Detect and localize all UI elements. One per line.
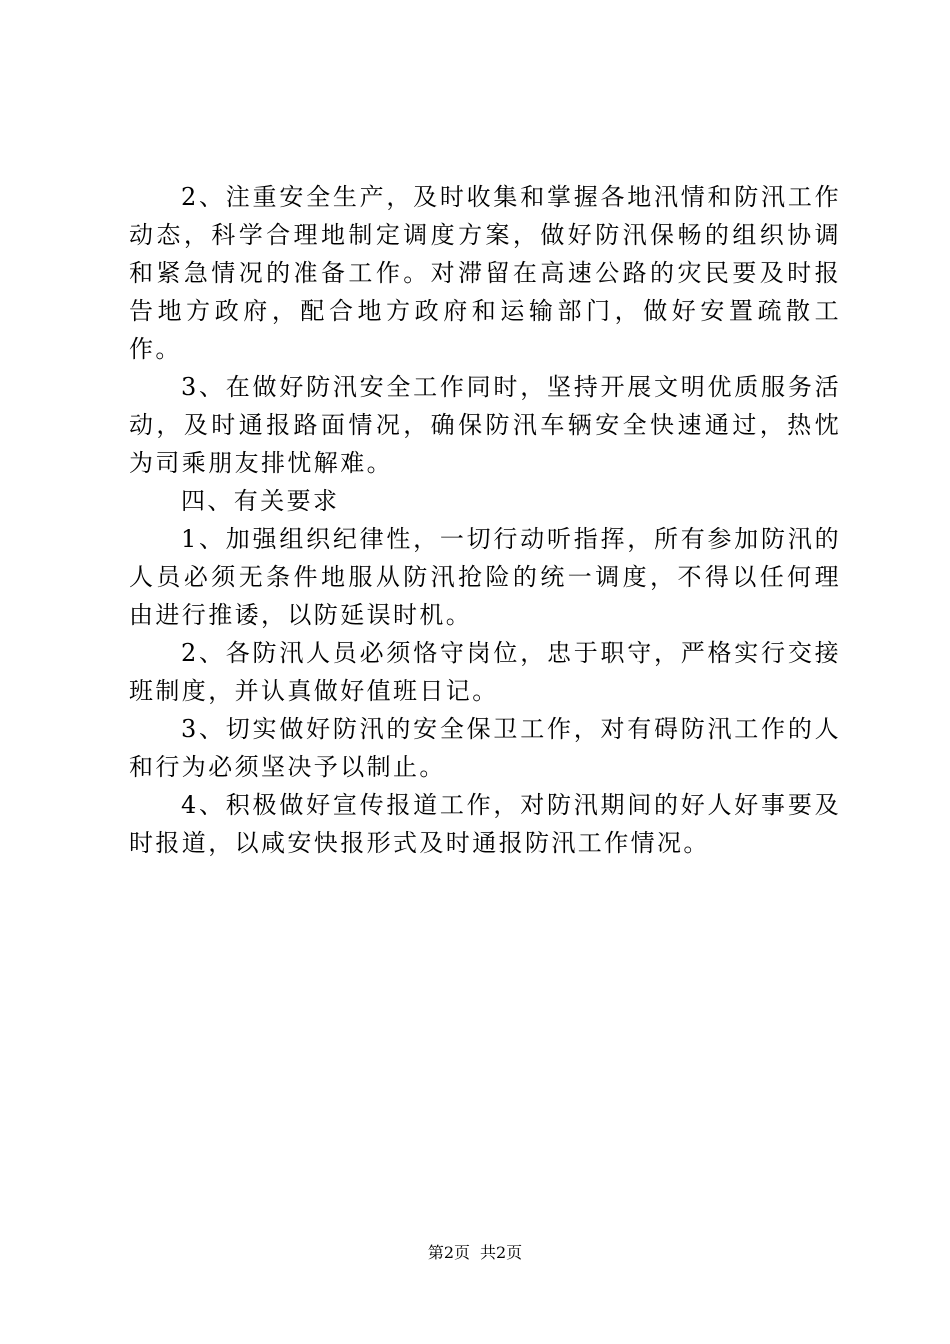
requirement-item-2: 2、各防汛人员必须恪守岗位，忠于职守，严格实行交接班制度，并认真做好值班日记。 bbox=[129, 639, 841, 705]
section-heading-requirements: 四、有关要求 bbox=[181, 487, 340, 515]
paragraph-item-2: 2、注重安全生产，及时收集和掌握各地汛情和防汛工作动态，科学合理地制定调度方案，做好防汛保畅的组织协调和紧急情况的准备工作。对滞留在高速公路的灾民要及时报告地方政府，配合地方政府和运输部门，做好安置疏散工作。 bbox=[129, 183, 841, 363]
page-number-current: 第2页 bbox=[427, 1243, 470, 1262]
paragraph-item-3: 3、在做好防汛安全工作同时，坚持开展文明优质服务活动，及时通报路面情况，确保防汛车辆安全快速通过，热忱为司乘朋友排忧解难。 bbox=[129, 373, 841, 477]
page-footer bbox=[0, 1242, 950, 1264]
page-number-total: 共2页 bbox=[480, 1243, 523, 1262]
requirement-item-1: 1、加强组织纪律性，一切行动听指挥，所有参加防汛的人员必须无条件地服从防汛抢险的统一调度，不得以任何理由进行推诿，以防延误时机。 bbox=[129, 525, 841, 629]
document-body bbox=[129, 178, 841, 862]
requirement-item-3: 3、切实做好防汛的安全保卫工作，对有碍防汛工作的人和行为必须坚决予以制止。 bbox=[129, 715, 841, 781]
requirement-item-4: 4、积极做好宣传报道工作，对防汛期间的好人好事要及时报道，以咸安快报形式及时通报防汛工作情况。 bbox=[129, 791, 841, 857]
